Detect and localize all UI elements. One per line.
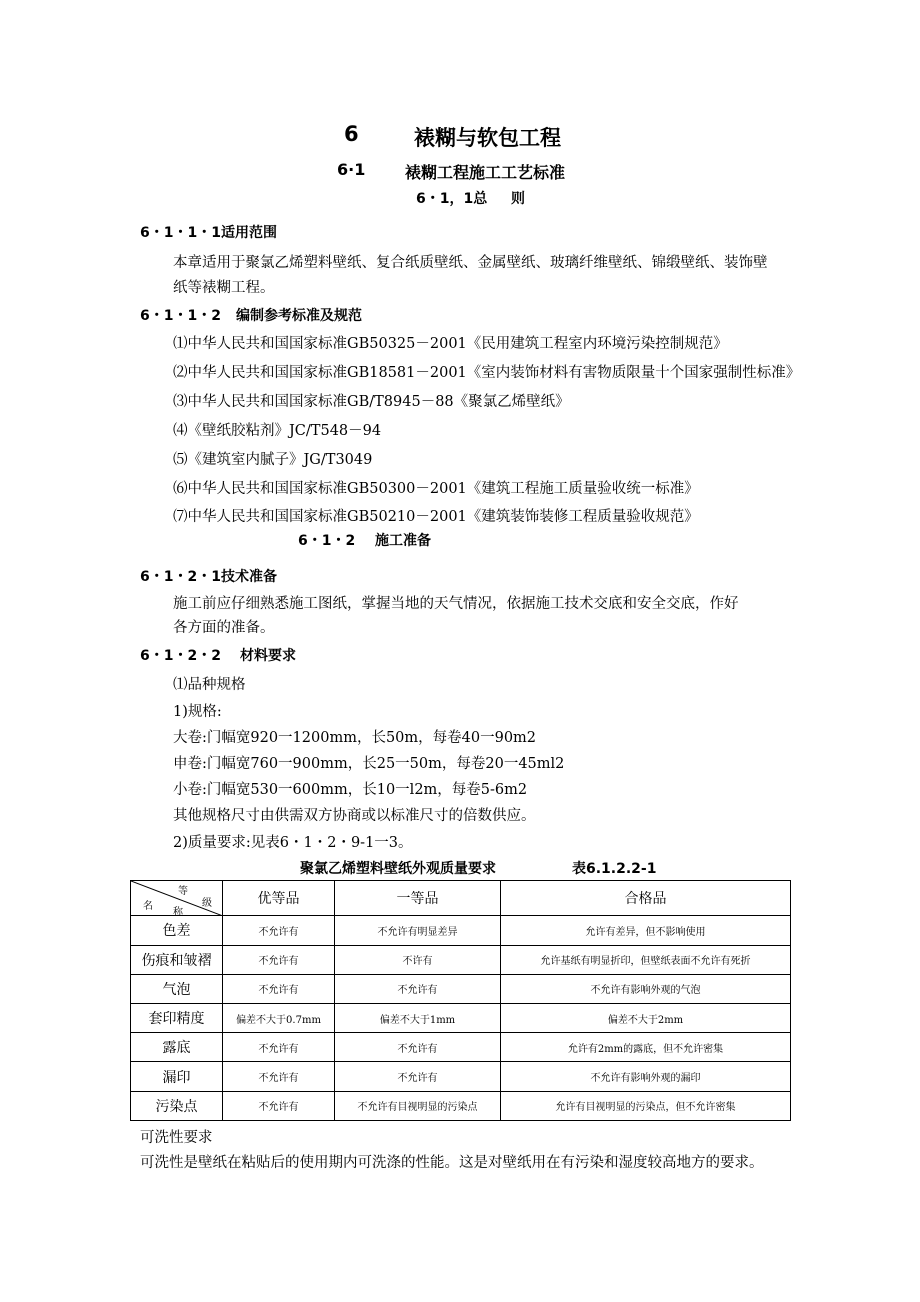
- table-corner-cell: [131, 881, 223, 916]
- quality-table: [130, 880, 791, 1121]
- tech-prep-line-1: 施工前应仔细熟悉施工图纸，掌握当地的天气情况，依据施工技术交底和安全交底，作好: [173, 596, 739, 612]
- material-line: 小卷:门幅宽530一600mm，长10一l2m，每卷5-6m2: [173, 782, 528, 798]
- washability-text: 可洗性是壁纸在粘贴后的使用期内可洗涤的性能。这是对壁纸用在有污染和湿度较高地方的要求。: [140, 1155, 764, 1171]
- section-title: 裱糊工程施工工艺标准: [405, 163, 566, 182]
- table-row: [131, 1062, 791, 1091]
- reference-item: ⑺中华人民共和国国家标准GB50210－2001《建筑装饰装修工程质量验收规范》: [173, 509, 699, 525]
- table-row: [131, 1091, 791, 1120]
- section-number: 6·1: [337, 160, 366, 179]
- table-cell: 不允许有影响外观的气泡: [501, 974, 791, 1003]
- preparation-heading-number: 6・1・2: [298, 533, 356, 549]
- row-name: 套印精度: [131, 1003, 223, 1032]
- table-cell: 不许有: [335, 945, 501, 974]
- reference-item: ⑶中华人民共和国国家标准GB/T8945－88《聚氯乙烯壁纸》: [173, 394, 570, 410]
- references-heading-number: 6・1・1・2: [140, 308, 221, 324]
- row-name: 气泡: [131, 974, 223, 1003]
- table-row: [131, 974, 791, 1003]
- corner-grade-2: 级: [202, 898, 212, 909]
- tech-prep-heading: 6・1・2・1技术准备: [140, 569, 277, 585]
- scope-heading: 6・1・1・1适用范围: [140, 225, 277, 241]
- table-cell: 不允许有: [223, 945, 335, 974]
- reference-item: ⑷《壁纸胶粘剂》JC/T548－94: [173, 423, 382, 439]
- reference-item: ⑸《建筑室内腻子》JG/T3049: [173, 452, 373, 468]
- table-cell: 不允许有: [223, 974, 335, 1003]
- corner-name-2: 称: [173, 907, 183, 918]
- table-cell: 不允许有影响外观的漏印: [501, 1062, 791, 1091]
- material-line: 申卷:门幅宽760一900mm，长25一50m，每卷20一45ml2: [173, 756, 565, 772]
- material-line: 2)质量要求:见表6・1・2・9-1一3。: [173, 835, 413, 851]
- row-name: 露底: [131, 1033, 223, 1062]
- preparation-heading: 施工准备: [375, 533, 431, 549]
- table-number: 表6.1.2.2-1: [572, 861, 657, 877]
- material-line: 大卷:门幅宽920一1200mm，长50m，每卷40一90m2: [173, 730, 537, 746]
- row-name: 污染点: [131, 1091, 223, 1120]
- table-cell: 不允许有: [335, 974, 501, 1003]
- table-row: [131, 916, 791, 945]
- general-heading-number: 6・1，1总: [416, 191, 488, 207]
- scope-line-2: 纸等裱糊工程。: [173, 280, 275, 296]
- table-cell: 偏差不大于2mm: [501, 1003, 791, 1032]
- row-name: 漏印: [131, 1062, 223, 1091]
- row-name: 色差: [131, 916, 223, 945]
- material-heading-number: 6・1・2・2: [140, 648, 221, 664]
- table-cell: 不允许有明显差异: [335, 916, 501, 945]
- washability-heading: 可洗性要求: [140, 1130, 213, 1146]
- corner-grade-1: 等: [178, 886, 188, 897]
- table-cell: 不允许有: [223, 916, 335, 945]
- table-header-row: [131, 881, 791, 916]
- scope-line-1: 本章适用于聚氯乙烯塑料壁纸、复合纸质壁纸、金属壁纸、玻璃纤维壁纸、锦缎壁纸、装饰壁: [173, 255, 768, 271]
- material-heading: 材料要求: [240, 648, 296, 664]
- material-line: ⑴品种规格: [173, 677, 246, 693]
- tech-prep-line-2: 各方面的准备。: [173, 620, 275, 636]
- column-header: 合格品: [501, 881, 791, 916]
- table-cell: 不允许有: [223, 1091, 335, 1120]
- chapter-title: 裱糊与软包工程: [414, 126, 561, 150]
- table-cell: 偏差不大于0.7mm: [223, 1003, 335, 1032]
- reference-item: ⑹中华人民共和国国家标准GB50300－2001《建筑工程施工质量验收统一标准》: [173, 481, 699, 497]
- table-cell: 允许有差异，但不影响使用: [501, 916, 791, 945]
- table-cell: 不允许有: [335, 1033, 501, 1062]
- corner-name-1: 名: [143, 901, 153, 912]
- column-header: 优等品: [223, 881, 335, 916]
- table-cell: 允许有目视明显的污染点，但不允许密集: [501, 1091, 791, 1120]
- table-cell: 允许有2mm的露底，但不允许密集: [501, 1033, 791, 1062]
- chapter-number: 6: [344, 122, 359, 146]
- table-cell: 不允许有: [335, 1062, 501, 1091]
- table-row: [131, 1033, 791, 1062]
- table-cell: 不允许有目视明显的污染点: [335, 1091, 501, 1120]
- material-line: 其他规格尺寸由供需双方协商或以标准尺寸的倍数供应。: [173, 808, 536, 824]
- reference-item: ⑴中华人民共和国国家标准GB50325－2001《民用建筑工程室内环境污染控制规范》: [173, 336, 728, 352]
- material-line: 1)规格:: [173, 704, 222, 720]
- general-heading-text: 则: [511, 191, 525, 207]
- table-cell: 不允许有: [223, 1062, 335, 1091]
- table-cell: 不允许有: [223, 1033, 335, 1062]
- table-row: [131, 1003, 791, 1032]
- reference-item: ⑵中华人民共和国国家标准GB18581－2001《室内装饰材料有害物质限量十个国家强制性标准》: [173, 365, 801, 381]
- references-heading: 编制参考标准及规范: [236, 308, 362, 324]
- column-header: 一等品: [335, 881, 501, 916]
- table-cell: 允许基纸有明显折印，但壁纸表面不允许有死折: [501, 945, 791, 974]
- table-caption: 聚氯乙烯塑料壁纸外观质量要求: [300, 861, 496, 877]
- table-row: [131, 945, 791, 974]
- row-name: 伤痕和皱褶: [131, 945, 223, 974]
- table-cell: 偏差不大于1mm: [335, 1003, 501, 1032]
